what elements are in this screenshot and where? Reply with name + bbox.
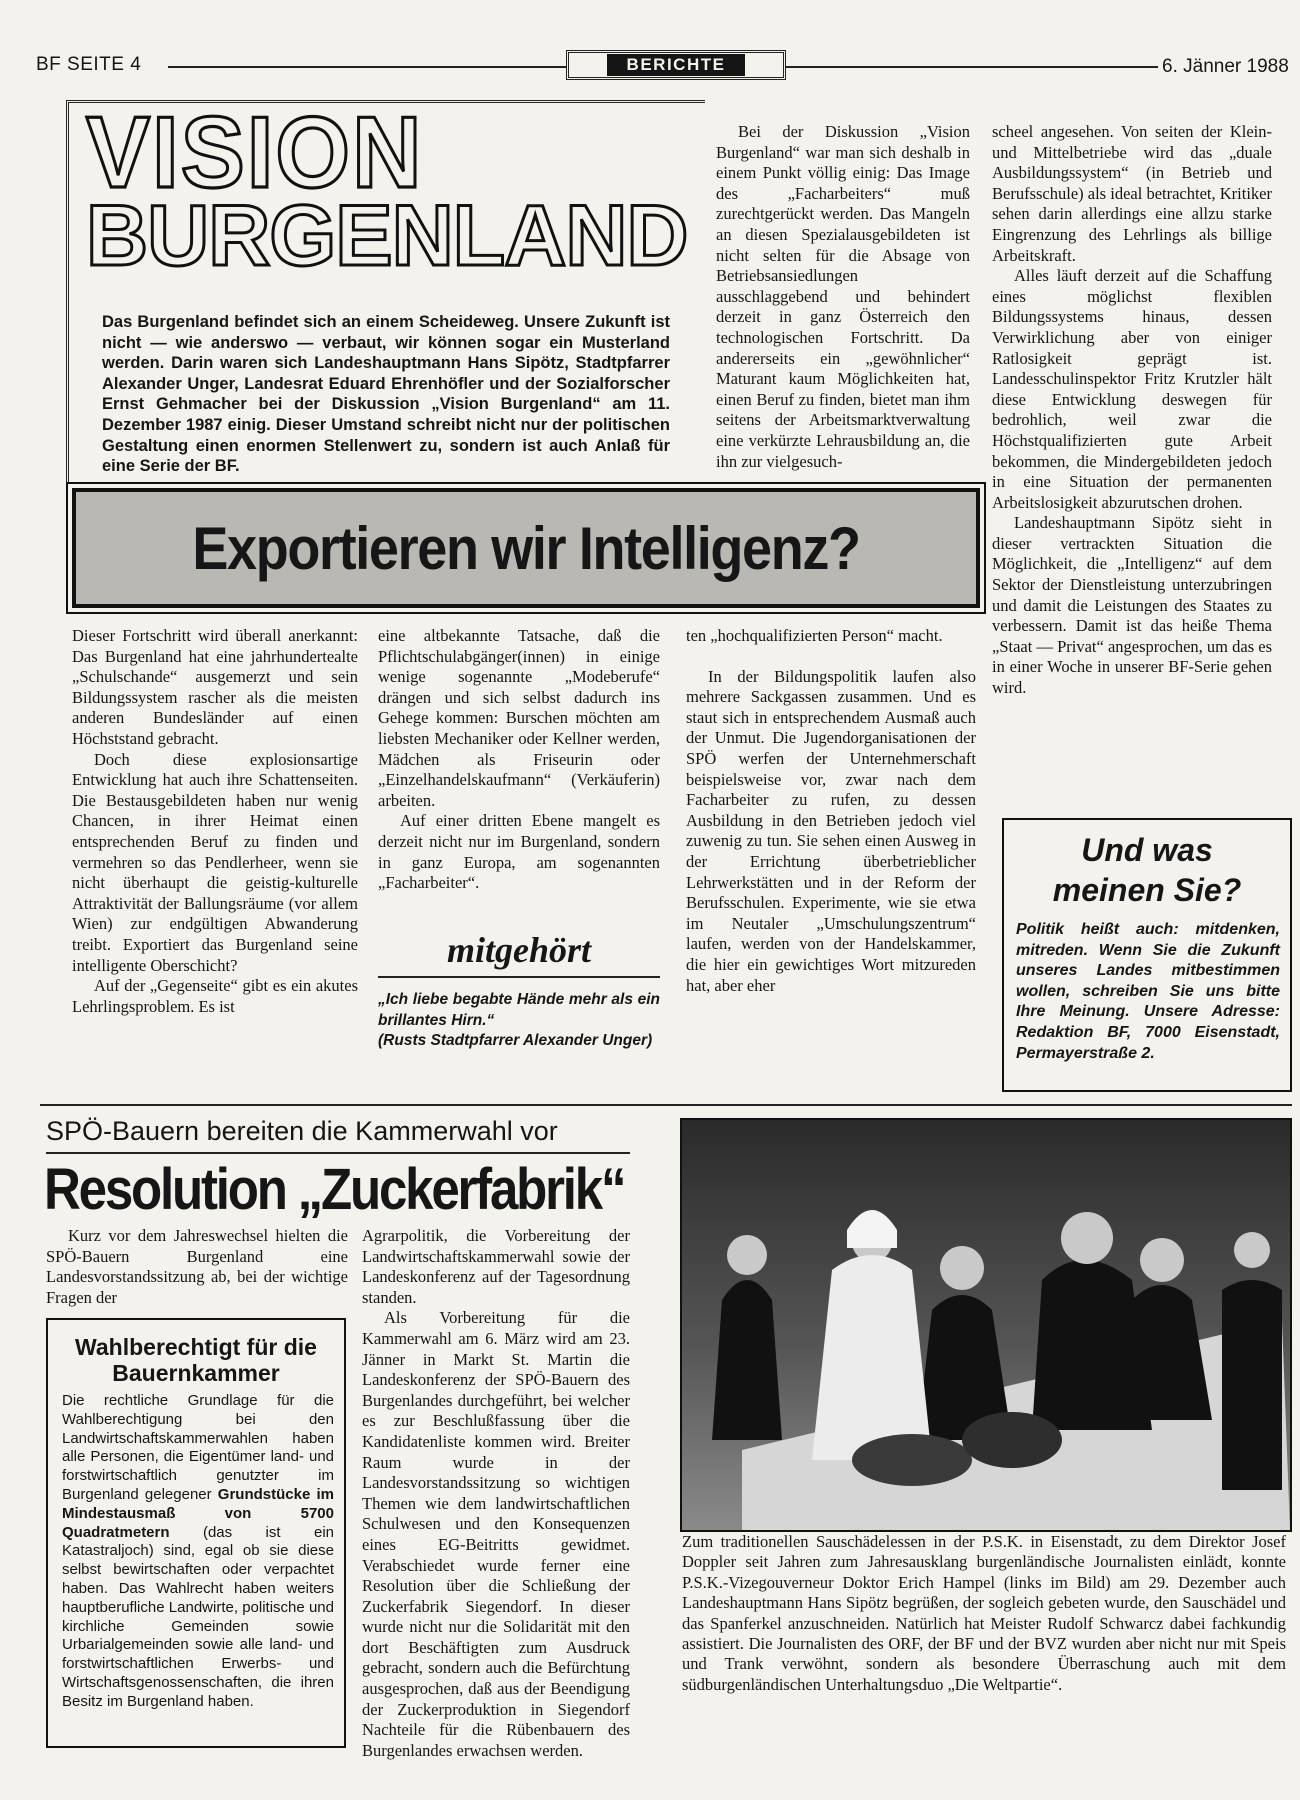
- col1-p3: Auf der „Gegenseite“ gibt es ein akutes Lehrlingsproblem. Es ist: [72, 976, 358, 1016]
- vision-title-line2: BURGENLAND: [86, 188, 688, 285]
- vision-right-col: [992, 122, 1272, 699]
- col3-p1: ten „hochqualifizierten Person“ macht.: [686, 626, 943, 645]
- wahl-box-text-1: Die rechtliche Grundlage für die Wahlberechtigung bei den Landwirtschaftskammerwahlen haben alle Personen, die Eigentümer land- und forstwirtschaftlich genutzter im Burgenland gelegener: [62, 1392, 334, 1503]
- vision-headline: Exportieren wir Intelligenz?: [192, 515, 860, 582]
- col3-p2: In der Bildungspolitik laufen also mehrere Sackgassen zusammen. Und es staut sich in entsprechendem Ausmaß auch der Unmut. Die Jugendorganisationen der SPÖ werfen der Unternehmerschaft beispielsweise vor, zwar nach dem Facharbeiter zu rufen, zu dessen Ausbildung in den Betrieben jedoch viel zuwenig zu tun. Sie sehen einen Ausweg in der Errichtung überbetrieblicher Lehrwerkstätten und in der Reform der Berufsschulen. Experimente, wie sie etwa im Neutaler „Umschulungszentrum“ laufen, werden von der Handelskammer, die hier ein gewichtiges Wort mitzureden hat, aber eher: [686, 666, 976, 995]
- und-was-text: Politik heißt auch: mitdenken, mitreden. Wenn Sie die Zukunft unseres Landes mitbestimmen wollen, schreiben Sie uns bitte Ihre Meinung. Unsere Adresse: Redaktion BF, 7000 Eisenstadt, Permayerstraße 2.: [1016, 921, 1280, 1062]
- zucker-col2-p2: Als Vorbereitung für die Kammerwahl am 6. März wird am 23. Jänner in Markt St. Martin die Landeskonferenz der SPÖ-Bauern des Burgenlandes durchgeführt, bei welcher es zur Beschlußfassung über die Kandidatenliste kommen wird. Breiter Raum wurde in der Landesvorstandssitzung so wichtigen Themen wie dem landwirtschaftlichen Schulwesen und den Konsequenzen eines EG-Beitritts gewidmet. Verabschiedet wurde ferner eine Resolution über die Schließung der Zuckerfabrik Siegendorf. In dieser wurde nicht nur die Solidarität mit den dort Beschäftigten zum Ausdruck gebracht, sondern auch die Befürchtung ausgesprochen, daß aus der Beendigung der Zuckerproduktion in Siegendorf Nachteile für die Rübenbauern des Burgenlandes erwachsen werden.: [362, 1308, 630, 1760]
- und-was-box: [1002, 818, 1292, 1092]
- col2-p2: Auf einer dritten Ebene mangelt es derzeit nicht nur im Burgenland, sondern in ganz Europa, am sogenannten „Facharbeiter“.: [378, 811, 660, 893]
- mitgehoert-rule: [378, 976, 660, 978]
- und-was-title-line1: Und was: [1081, 832, 1213, 868]
- right-col-p1: scheel angesehen. Von seiten der Klein- und Mittelbetriebe wird das „duale Ausbildungssystem“ (in Betrieb und Berufsschule) als ideal betrachtet, Kritiker sehen darin allerdings eine allzu starke Eingrenzung des Lehrlings als billige Arbeitskraft.: [992, 122, 1272, 265]
- vision-title-line1: VISION: [86, 96, 424, 209]
- zucker-kicker: SPÖ-Bauern bereiten die Kammerwahl vor: [46, 1116, 558, 1146]
- right-col-p2: Alles läuft derzeit auf die Schaffung eines möglichst flexiblen Bildungssystems hinaus, dessen Verwirklichung aber von einiger Ratlosigkeit geprägt ist. Landesschulinspektor Fritz Krutzler hält diese Entwicklung deswegen für bedrohlich, weil zwar die Höchstqualifizierten gute Arbeit bekommen, die Mindergebildeten jedoch in eine Situation der permanenten Arbeitslosigkeit abzurutschen drohen.: [992, 266, 1272, 512]
- col2-p1: eine altbekannte Tatsache, daß die Pflichtschulabgänger(innen) in einige wenige sogenannte „Modeberufe“ drängen und sich selbst dadurch ins Gehege kommen: Burschen möchten am liebsten Mechaniker oder Kellner werden, Mädchen als Friseurin oder „Einzelhandelskaufmann“ (Verkäuferin) arbeiten.: [378, 626, 660, 810]
- photo-caption-wrap: [682, 1532, 1286, 1695]
- wahl-box: [46, 1318, 346, 1748]
- mitgehoert-title: mitgehört: [446, 930, 592, 970]
- page-label: BF SEITE 4: [36, 54, 142, 75]
- vision-col1: [72, 626, 358, 1017]
- und-was-title: [1004, 830, 1290, 910]
- wahl-box-text: [62, 1392, 334, 1712]
- col1-p2: Doch diese explosionsartige Entwicklung hat auch ihre Schattenseiten. Die Bestausgebildeten haben nur wenig Chancen, in ihrer Heimat einen entsprechenden Beruf zu finden und vermehren so das Pendlerheer, wenn sie nicht überhaupt die geistig-kulturelle Attraktivität der Ballungsräume (vor allem Wien) zur endgültigen Abwanderung treibt. Exportiert das Burgenland seine intelligente Oberschicht?: [72, 749, 358, 975]
- header-rule-right: [786, 66, 1158, 68]
- vision-top-col1: [716, 122, 970, 472]
- section-separator: [40, 1104, 1292, 1106]
- zucker-headline: Resolution „Zuckerfabrik“: [44, 1157, 625, 1222]
- vision-col2: [378, 626, 660, 894]
- issue-date: 6. Jänner 1988: [1162, 56, 1289, 77]
- col1-p1: Dieser Fortschritt wird überall anerkannt: Das Burgenland hat eine jahrhundertealte „Schulschande“ ausgemerzt und sein Bildungssystem rascher als die meisten anderen Bundesländer auf einen Höchststand gebracht.: [72, 626, 358, 748]
- news-photo: [680, 1118, 1292, 1532]
- section-badge: [566, 50, 786, 80]
- kicker-rule: [46, 1152, 630, 1154]
- vision-title: [86, 96, 688, 285]
- headline-box: [72, 488, 980, 608]
- wahl-box-title: Wahlberechtigt für die Bauernkammer: [75, 1334, 317, 1386]
- vision-col3: [686, 626, 976, 996]
- mitgehoert-source: (Rusts Stadtpfarrer Alexander Unger): [378, 1032, 653, 1050]
- vision-intro: Das Burgenland befindet sich an einem Scheideweg. Unsere Zukunft ist nicht — wie anderswo — verbaut, wir können sogar ein Musterland werden. Darin waren sich Landeshauptmann Hans Sipötz, Stadtpfarrer Alexander Unger, Landesrat Eduard Ehrenhöfler und der Sozialforscher Ernst Gehmacher bei der Diskussion „Vision Burgenland“ am 11. Dezember 1987 einig. Dieser Umstand schreibt nicht nur der politischen Gestaltung einen enormen Stellenwert zu, sondern ist auch Anlaß für eine Serie der BF.: [102, 313, 670, 476]
- section-label: BERICHTE: [607, 54, 746, 76]
- und-was-title-line2: meinen Sie?: [1052, 872, 1242, 908]
- right-col-p3: Landeshauptmann Sipötz sieht in dieser vertrackten Situation die Möglichkeit, die „Intelligenz“ auf dem Sektor der Dienstleistung unterzubringen und damit die Leistungen des Staates zu verbessern. Damit ist das heiße Thema „Staat — Privat“ angesprochen, um das es in einer Woche in unserer BF-Serie gehen wird.: [992, 513, 1272, 698]
- mitgehoert-quote: „Ich liebe begabte Hände mehr als ein brillantes Hirn.“: [378, 991, 660, 1029]
- mitgehoert-box: [378, 928, 660, 1052]
- zucker-col2-p1: Agrarpolitik, die Vorbereitung der Landwirtschaftskammerwahl sowie der Landeskonferenz auf der Tagesordnung standen.: [362, 1226, 630, 1307]
- photo-image: [682, 1120, 1290, 1530]
- header-rule-left: [168, 66, 566, 68]
- zucker-lead-text: Kurz vor dem Jahreswechsel hielten die SPÖ-Bauern Burgenland eine Landesvorstandssitzung ab, bei der wichtige Fragen der: [46, 1226, 348, 1307]
- wahl-box-text-2: (das ist ein Katastraljoch) sind, egal ob sie diese selbst bewirtschaften oder verpachtet haben. Das Wahlrecht haben weiters hauptberufliche Landwirte, politische und kirchliche Gemeinden sowie Urbarialgemeinden sowie alle land- und forstwirtschaftlichen Erwerbs- und Wirtschaftsgenossenschaften, die ihren Besitz im Burgenland haben.: [62, 1523, 334, 1710]
- wahl-box-text-bold: Grundstücke im Mindestausmaß von 5700 Quadratmetern: [62, 1485, 334, 1541]
- photo-caption: Zum traditionellen Sauschädelessen in der P.S.K. in Eisenstadt, zu dem Direktor Josef Doppler seit Jahren zum Jahresausklang burgenländische Journalisten einlädt, konnte P.S.K.-Vizegouverneur Doktor Erich Hampel (links im Bild) am 29. Dezember auch Landeshauptmann Hans Sipötz begrüßen, der sogleich gebeten wurde, den Sauschädel und das Spanferkel anzuschneiden. Natürlich hat Meister Rudolf Schwarcz dabei fachkundig assistiert. Die Journalisten des ORF, der BF und der BVZ wurden aber nicht nur mit Speis und Trank verwöhnt, sondern als besondere Überraschung auch mit dem südburgenländischen Unterhaltungsduo „Die Weltpartie“.: [682, 1532, 1286, 1694]
- zucker-col2: [362, 1226, 630, 1761]
- zucker-lead: [46, 1226, 348, 1308]
- vision-top-col1-text: Bei der Diskussion „Vision Burgenland“ war man sich deshalb in einem Punkt völlig einig: Das Image des „Facharbeiters“ muß zurechtgerückt werden. Das Mangeln an diesen Spezialausgebildeten ist nicht selten für die Absage von Betriebsansiedlungen ausschlaggebend und behindert derzeit in ganz Österreich den technologischen Fortschritt. Da andererseits ein „gewöhnlicher“ Maturant kaum Möglichkeiten hat, einen Beruf zu finden, bietet man ihm seitens der Arbeitsmarktverwaltung eine verkürzte Lehrausbildung an, die ihn zur vielgesuch-: [716, 122, 970, 471]
